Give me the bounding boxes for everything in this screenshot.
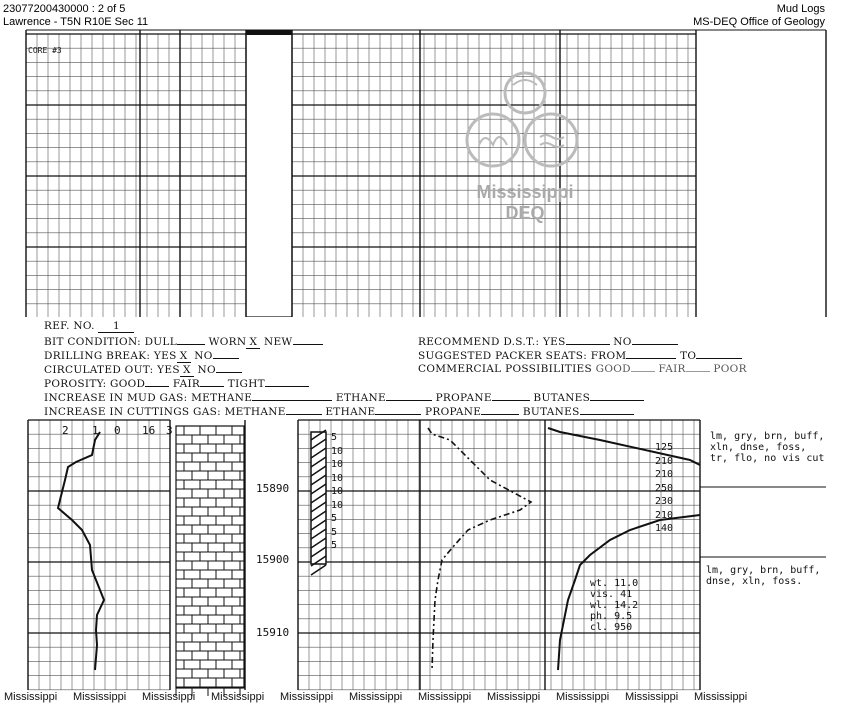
- gas-value: 250: [655, 482, 674, 494]
- footer-word: Mississippi: [418, 691, 472, 703]
- depth-label: 15910: [256, 626, 290, 639]
- core-mark: 5: [331, 540, 338, 551]
- watermark-line2: DEQ: [505, 203, 545, 223]
- gas-value: 125: [655, 442, 674, 453]
- gas-value: 210: [655, 455, 674, 467]
- bit-record-form: [28, 317, 826, 419]
- footer-word: Mississippi: [694, 691, 748, 703]
- lithology-description-1: lm, gry, brn, buff, xln, dnse, foss, tr, flo, no vis cut: [710, 431, 825, 464]
- commercial-row: COMMERCIAL POSSIBILITIES GOOD FAIR POOR: [418, 360, 747, 376]
- gas-value: 210: [655, 509, 674, 521]
- document-type: Mud Logs: [776, 3, 825, 15]
- core-mark: 10: [331, 459, 344, 470]
- scale-label: 2: [62, 424, 69, 437]
- ref-no-value: 1: [98, 321, 134, 333]
- lithology-column: [176, 426, 326, 696]
- core-mark: 10: [331, 499, 344, 511]
- core-mark: 10: [331, 486, 344, 497]
- core-mark: 5: [331, 432, 338, 443]
- source-block: [693, 3, 825, 29]
- document-id: 23077200430000 : 2 of 5: [3, 3, 126, 15]
- scale-label: 1: [92, 424, 99, 437]
- cuttings-gas-row: INCREASE IN CUTTINGS GAS: METHANE ETHANE PROPANE BUTANES: [44, 403, 634, 419]
- worn-mark: X: [246, 337, 260, 349]
- recommend-dst-row: RECOMMEND D.S.T.: YES NO: [418, 333, 678, 349]
- footer-word: Mississippi: [211, 691, 265, 703]
- watermark-line1: Mississippi: [476, 182, 574, 202]
- drilling-break-row: DRILLING BREAK: YES X NO: [44, 347, 239, 363]
- circulated-out-row: CIRCULATED OUT: YES X NO: [44, 361, 242, 377]
- footer-word: Mississippi: [142, 691, 196, 703]
- footer-word: Mississippi: [625, 691, 679, 703]
- footer-word: Mississippi: [4, 691, 58, 703]
- ref-no-row: REF. NO. 1: [44, 320, 134, 333]
- mud-properties: wt. 11.0 vis. 41 wl. 14.2 ph. 9.5 cl. 950: [590, 578, 639, 633]
- gas-value: 210: [655, 469, 674, 480]
- location: Lawrence - T5N R10E Sec 11: [3, 16, 149, 28]
- footer-watermark-strip: [0, 689, 859, 705]
- core-mark: 10: [331, 472, 344, 484]
- scale-label: 0: [114, 424, 121, 437]
- core-mark: 5: [331, 526, 338, 538]
- core-mark: 10: [331, 445, 344, 457]
- document-id-block: [3, 3, 148, 29]
- footer-word: Mississippi: [280, 691, 334, 703]
- gas-value: 230: [655, 496, 674, 507]
- core-mark: 5: [331, 513, 338, 524]
- porosity-row: POROSITY: GOOD FAIR TIGHT: [44, 375, 309, 391]
- depth-label: 15900: [256, 553, 290, 566]
- core-label: CORE #3: [28, 46, 62, 55]
- scale-label: 3: [166, 424, 173, 437]
- packer-seats-row: SUGGESTED PACKER SEATS: FROM TO: [418, 347, 742, 363]
- footer-word: Mississippi: [73, 691, 127, 703]
- log-curves: [58, 428, 700, 670]
- lithology-description-2: lm, gry, brn, buff, dnse, xln, foss.: [706, 565, 821, 587]
- gas-value: 140: [655, 523, 674, 534]
- mud-gas-row: INCREASE IN MUD GAS: METHANE ETHANE PROPANE BUTANES: [44, 389, 644, 405]
- bit-condition-row: BIT CONDITION: DULL WORN X NEW: [44, 333, 323, 349]
- footer-word: Mississippi: [556, 691, 610, 703]
- scale-label: 16: [142, 424, 156, 437]
- footer-word: Mississippi: [349, 691, 403, 703]
- depth-label: 15890: [256, 482, 290, 495]
- agency: MS-DEQ Office of Geology: [693, 16, 825, 28]
- footer-word: Mississippi: [487, 691, 541, 703]
